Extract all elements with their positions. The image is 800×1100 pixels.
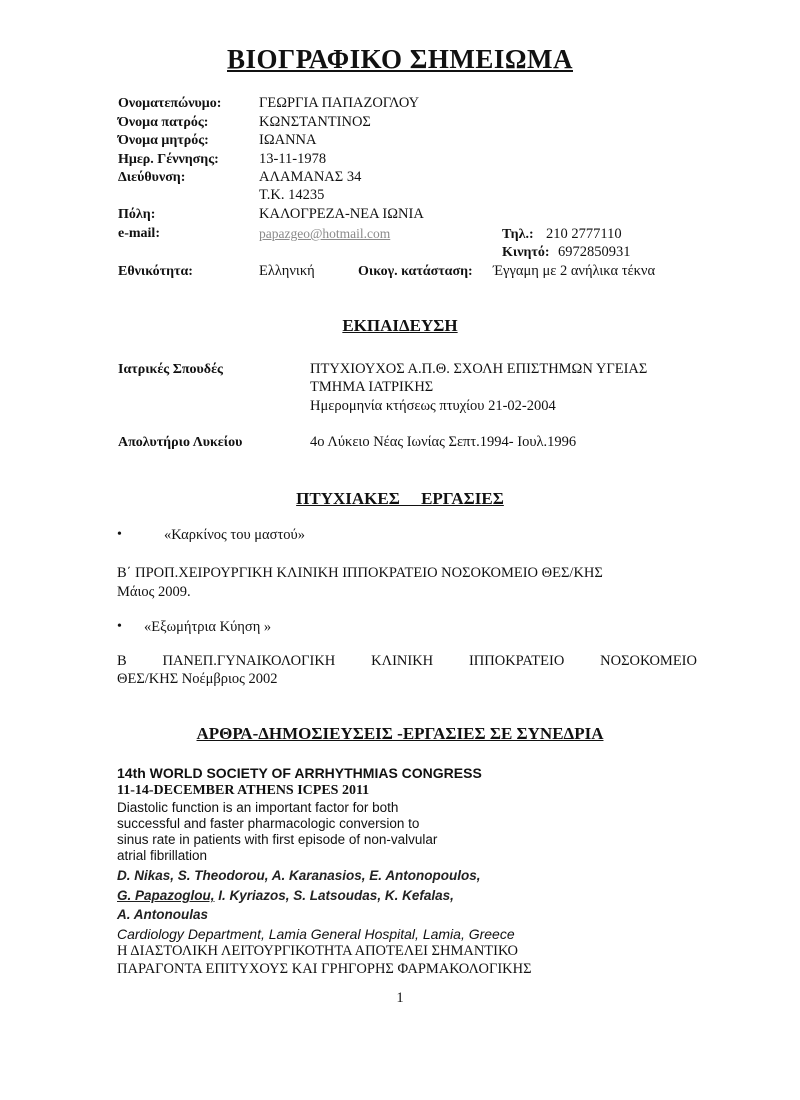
authors-line2-rest: I. Kyriazos, S. Latsoudas, K. Kefalas, — [214, 888, 454, 903]
abstract-line2: successful and faster pharmacologic conversion to — [117, 816, 420, 831]
phone-label: Τηλ.: — [502, 227, 534, 242]
birth-label: Ημερ. Γέννησης: — [118, 152, 219, 167]
thesis-1-line2: Μάιος 2009. — [117, 584, 191, 600]
authors-line1: D. Nikas, S. Theodorou, A. Karanasios, E. Antonopoulos, — [117, 868, 481, 883]
medical-studies-line3: Ημερομηνία κτήσεως πτυχίου 21-02-2004 — [310, 398, 556, 414]
mobile-label: Κινητό: — [502, 245, 550, 260]
authors-line2 — [117, 888, 454, 903]
school-label: Απολυτήριο Λυκείου — [118, 435, 243, 450]
thesis-2-line2: ΘΕΣ/ΚΗΣ Νοέμβριος 2002 — [117, 671, 278, 687]
mother-label: Όνομα μητρός: — [118, 133, 209, 148]
postal-code-value: Τ.Κ. 14235 — [259, 187, 325, 203]
thesis-2-line1: Β ΠΑΝΕΠ.ΓΥΝΑΙΚΟΛΟΓΙΚΗ ΚΛΙΝΙΚΗ ΙΠΠΟΚΡΑΤΕΙΟ ΝΟΣΟΚΟΜΕΙΟ — [117, 653, 697, 669]
medical-studies-label: Ιατρικές Σπουδές — [118, 362, 223, 377]
city-label: Πόλη: — [118, 207, 156, 222]
email-link[interactable]: papazgeo@hotmail.com — [259, 226, 391, 241]
articles-heading: ΑΡΘΡΑ-ΔΗΜΟΣΙΕΥΣΕΙΣ -ΕΡΓΑΣΙΕΣ ΣΕ ΣΥΝΕΔΡΙΑ — [196, 724, 604, 743]
greek-abstract-line1: Η ΔΙΑΣΤΟΛΙΚΗ ΛΕΙΤΟΥΡΓΙΚΟΤΗΤΑ ΑΠΟΤΕΛΕΙ ΣΗΜΑΝΤΙΚΟ — [117, 943, 518, 959]
nationality-label: Εθνικότητα: — [118, 264, 193, 279]
bullet-icon: • — [117, 527, 122, 542]
phone-value: 210 2777110 — [546, 226, 622, 242]
abstract-line1: Diastolic function is an important factor for both — [117, 800, 399, 815]
congress-date: 11-14-DECEMBER ATHENS ICPES 2011 — [117, 783, 370, 798]
abstract-line3: sinus rate in patients with first episode of non-valvular — [117, 832, 438, 847]
document-title: ΒΙΟΓΡΑΦΙΚΟ ΣΗΜΕΙΩΜΑ — [227, 44, 573, 74]
education-heading: ΕΚΠΑΙΔΕΥΣΗ — [342, 316, 458, 335]
address-value: ΑΛΑΜΑΝΑΣ 34 — [259, 169, 362, 185]
name-label: Ονοματεπώνυμο: — [118, 96, 222, 111]
department: Cardiology Department, Lamia General Hospital, Lamia, Greece — [117, 926, 515, 942]
school-value: 4ο Λύκειο Νέας Ιωνίας Σεπτ.1994- Ιουλ.1996 — [310, 434, 577, 450]
thesis-1-line1: Β΄ ΠΡΟΠ.ΧΕΙΡΟΥΡΓΙΚΗ ΚΛΙΝΙΚΗ ΙΠΠΟΚΡΑΤΕΙΟ ΝΟΣΟΚΟΜΕΙΟ ΘΕΣ/ΚΗΣ — [117, 565, 603, 581]
birth-value: 13-11-1978 — [259, 151, 327, 167]
medical-studies-line2: ΤΜΗΜΑ ΙΑΤΡΙΚΗΣ — [310, 379, 434, 395]
name-value: ΓΕΩΡΓΙΑ ΠΑΠΑΖΟΓΛΟΥ — [259, 95, 420, 111]
thesis-2-title: «Εξωμήτρια Κύηση » — [144, 619, 272, 635]
abstract-line4: atrial fibrillation — [117, 848, 208, 863]
theses-heading: ΠΤΥΧΙΑΚΕΣ ΕΡΓΑΣΙΕΣ — [296, 489, 504, 508]
congress-name: 14th WORLD SOCIETY OF ARRHYTHMIAS CONGRESS — [117, 765, 482, 781]
authors-line3: A. Antonoulas — [117, 907, 208, 922]
address-label: Διεύθυνση: — [118, 170, 186, 185]
father-value: ΚΩΝΣΤΑΝΤΙΝΟΣ — [259, 114, 371, 130]
father-label: Όνομα πατρός: — [118, 115, 209, 130]
email-label: e-mail: — [118, 226, 160, 241]
city-value: ΚΑΛΟΓΡΕΖΑ-ΝΕΑ ΙΩΝΙΑ — [259, 206, 424, 222]
mother-value: ΙΩΑΝΝΑ — [259, 132, 317, 148]
medical-studies-line1: ΠΤΥΧΙΟΥΧΟΣ Α.Π.Θ. ΣΧΟΛΗ ΕΠΙΣΤΗΜΩΝ ΥΓΕΙΑΣ — [310, 361, 648, 377]
greek-abstract-line2: ΠΑΡΑΓΟΝΤΑ ΕΠΙΤΥΧΟΥΣ ΚΑΙ ΓΡΗΓΟΡΗΣ ΦΑΡΜΑΚΟΛΟΓΙΚΗΣ — [117, 961, 532, 977]
marital-status-label: Οικογ. κατάσταση: — [358, 264, 473, 279]
highlighted-author: G. Papazoglou, — [117, 888, 215, 903]
nationality-value: Ελληνική — [259, 263, 315, 279]
thesis-1-title: «Καρκίνος του μαστού» — [164, 527, 305, 543]
page-number: 1 — [396, 990, 404, 1006]
mobile-value: 6972850931 — [558, 244, 631, 260]
bullet-icon: • — [117, 619, 122, 634]
marital-status-value: Έγγαμη με 2 ανήλικα τέκνα — [493, 263, 656, 279]
